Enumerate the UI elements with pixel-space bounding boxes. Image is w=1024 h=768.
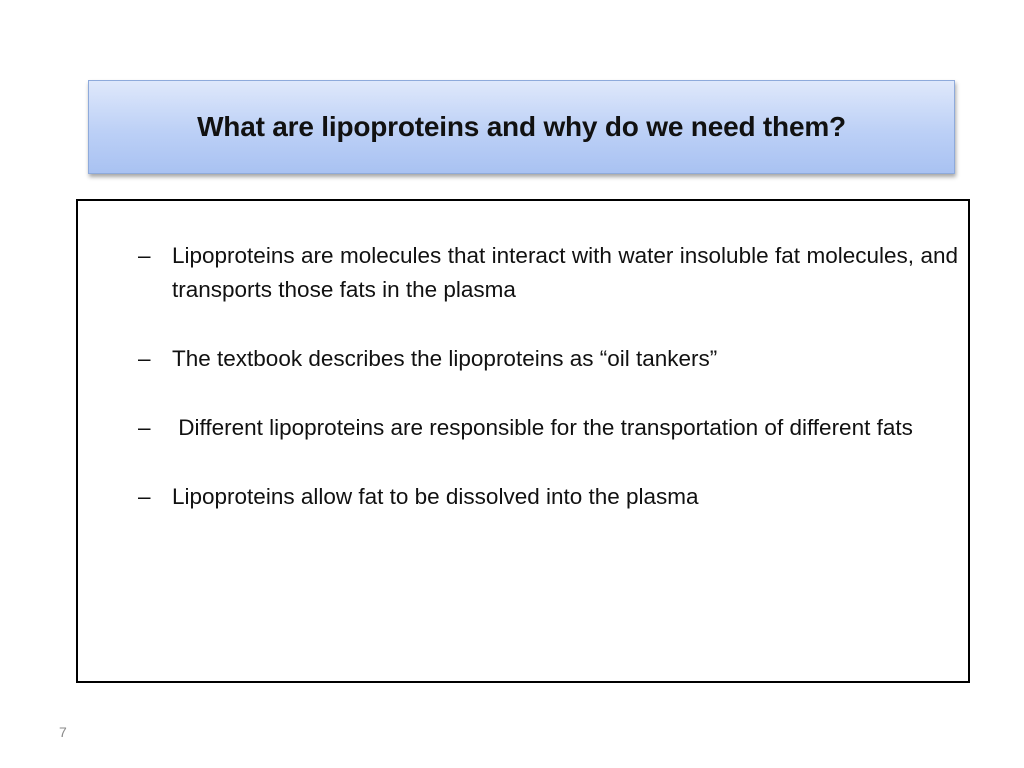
bullet-item [138,239,958,307]
page-number: 7 [59,724,67,740]
bullet-text: Lipoproteins are molecules that interact with water insoluble fat molecules, and transports those fats in the plasma [172,243,958,302]
bullet-item [138,480,958,514]
slide-title: What are lipoproteins and why do we need them? [197,111,846,142]
bullet-text: The textbook describes the lipoproteins as “oil tankers” [172,346,718,371]
bullet-item [138,411,958,445]
dash-marker: – [138,346,151,371]
bullet-item [138,342,958,376]
bullet-text: Different lipoproteins are responsible for the transportation of different fats [172,415,913,440]
bullet-list [138,239,958,549]
dash-marker: – [138,415,151,440]
dash-marker: – [138,484,151,509]
title-box [88,80,955,174]
content-box [76,199,970,683]
dash-marker: – [138,243,151,268]
bullet-text: Lipoproteins allow fat to be dissolved into the plasma [172,484,699,509]
